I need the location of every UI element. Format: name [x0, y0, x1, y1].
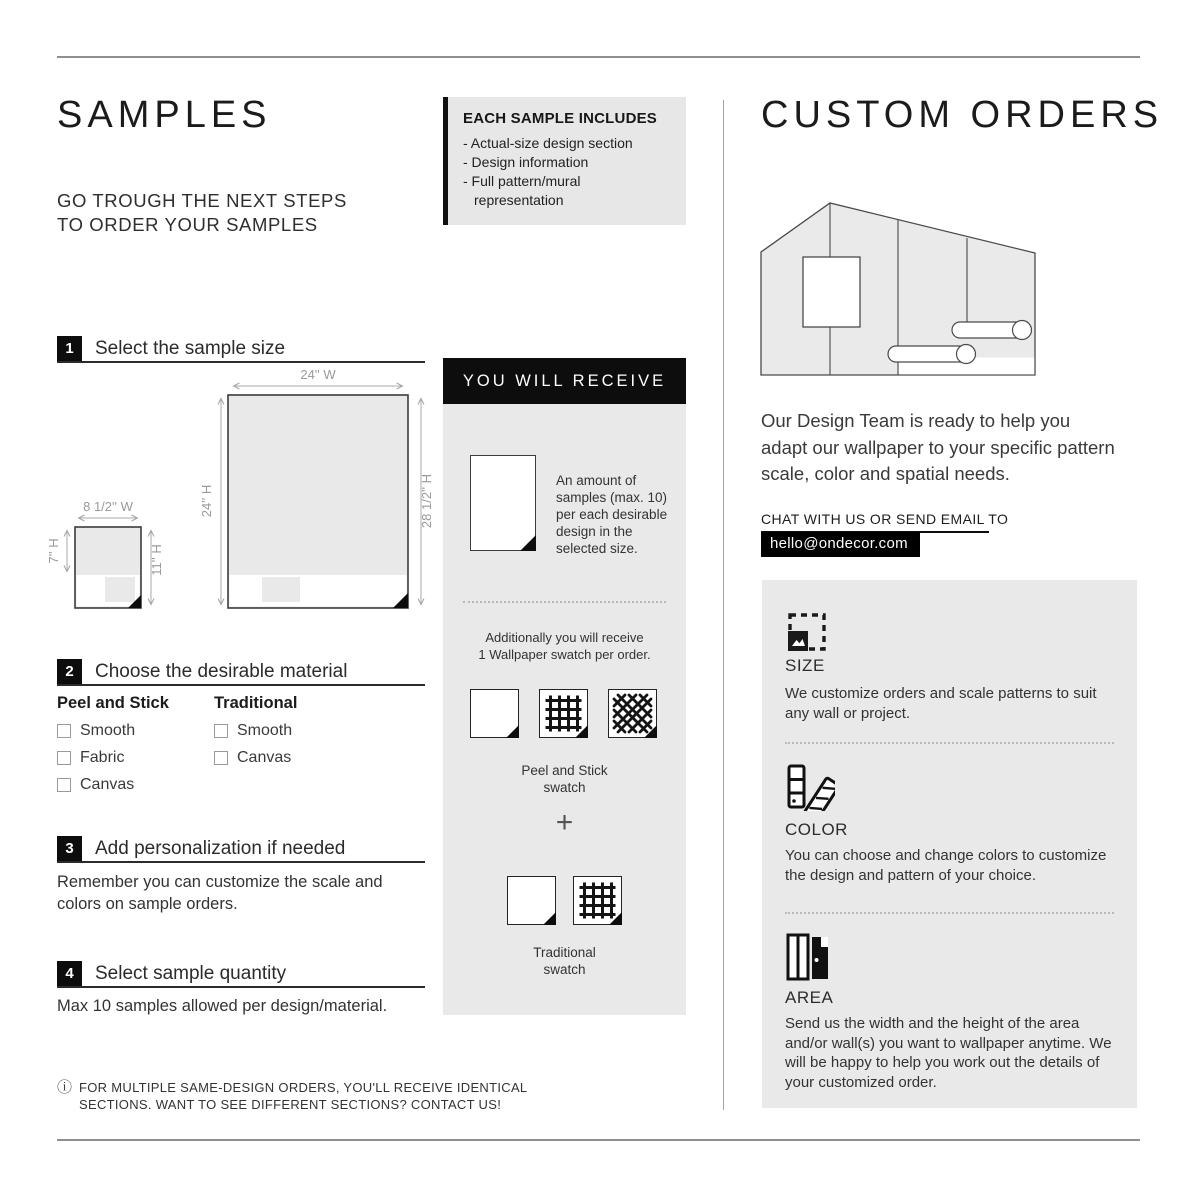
top-rule: [57, 56, 1140, 58]
includes-item: - Full pattern/mural representation: [463, 173, 581, 208]
step-3-number: 3: [57, 836, 82, 861]
step-1-header: [57, 336, 425, 363]
area-feature-title: AREA: [785, 988, 834, 1007]
option-label: Canvas: [237, 749, 292, 766]
step-2-number: 2: [57, 659, 82, 684]
checkbox-peel-canvas[interactable]: [57, 778, 71, 792]
option-peel-fabric: [57, 749, 214, 767]
large-inner-height-label: 24'' H: [199, 484, 214, 518]
size-icon: [785, 610, 831, 656]
grid-swatch-icon: [539, 689, 588, 738]
intro-line-1: GO TROUGH THE NEXT STEPS: [57, 190, 347, 211]
step-1-number: 1: [57, 336, 82, 361]
each-sample-includes-box: [443, 97, 686, 225]
step-4-note: Max 10 samples allowed per design/material.: [57, 997, 388, 1015]
option-peel-canvas: [57, 776, 214, 794]
blank-swatch-icon: [470, 689, 519, 738]
checkbox-trad-canvas[interactable]: [214, 751, 228, 765]
additional-line-1: Additionally you will receive: [485, 630, 644, 645]
fold-corner-icon: [575, 725, 588, 738]
dotted-divider: [785, 912, 1114, 914]
checkbox-peel-smooth[interactable]: [57, 724, 71, 738]
small-width-label: 8 1/2'' W: [83, 499, 133, 514]
fold-corner-icon: [520, 535, 536, 551]
samples-amount-text: An amount of samples (max. 10) per each desirable design in the selected size.: [556, 473, 668, 556]
chat-label-wrap: [761, 511, 1009, 533]
includes-item: - Design information: [463, 154, 589, 170]
additional-swatch-text: [443, 629, 686, 663]
area-feature-text: Send us the width and the height of the area and/or wall(s) you want to wallpaper anytime. We will be happy to help you work out the details of your customized order.: [785, 1015, 1112, 1091]
color-feature-text: You can choose and change colors to customize the design and pattern of your choice.: [785, 847, 1107, 884]
footer-note: [57, 1079, 527, 1113]
custom-features-panel: [762, 580, 1137, 1108]
info-icon: ⓘ: [57, 1079, 73, 1096]
includes-item: - Actual-size design section: [463, 135, 633, 151]
traditional-swatch-caption: [443, 944, 686, 978]
wallpaper-roll: [888, 345, 976, 364]
fold-corner-icon: [506, 725, 519, 738]
step-4-label: Select sample quantity: [95, 963, 287, 984]
material-options: [57, 694, 371, 803]
footer-line-1: FOR MULTIPLE SAME-DESIGN ORDERS, YOU'LL RECEIVE IDENTICAL: [79, 1080, 528, 1095]
traditional-column: [214, 694, 371, 803]
size-feature-title: SIZE: [785, 656, 825, 675]
receive-header: YOU WILL RECEIVE: [443, 358, 686, 404]
chat-label: CHAT WITH US OR SEND EMAIL TO: [761, 511, 1009, 527]
step-3-note: Remember you can customize the scale and colors on sample orders.: [57, 873, 383, 913]
large-width-label: 24'' W: [300, 367, 336, 382]
checkbox-peel-fabric[interactable]: [57, 751, 71, 765]
step-3-label: Add personalization if needed: [95, 838, 346, 859]
step-2-label: Choose the desirable material: [95, 661, 348, 682]
you-will-receive-panel: [443, 358, 686, 1015]
large-outer-height-label: 28 1/2'' H: [419, 473, 434, 529]
fold-corner-icon: [609, 912, 622, 925]
step-4-number: 4: [57, 961, 82, 986]
samples-intro: [57, 189, 347, 236]
intro-line-2: TO ORDER YOUR SAMPLES: [57, 213, 318, 235]
crosshatch-swatch-icon: [608, 689, 657, 738]
traditional-swatch-row: [443, 876, 686, 925]
fold-corner-icon: [543, 912, 556, 925]
additional-line-2: 1 Wallpaper swatch per order.: [478, 647, 651, 662]
caption-line: Traditional: [533, 945, 596, 960]
peel-and-stick-column: [57, 694, 214, 803]
wallpaper-roll: [952, 321, 1032, 340]
fold-corner-icon: [644, 725, 657, 738]
email-badge[interactable]: hello@ondecor.com: [761, 532, 920, 557]
option-trad-canvas: [214, 749, 371, 767]
sample-sheet-icon: [470, 455, 536, 551]
custom-orders-title: CUSTOM ORDERS: [761, 94, 1164, 136]
window: [803, 257, 860, 327]
color-feature-title: COLOR: [785, 820, 848, 839]
bottom-rule: [57, 1139, 1140, 1141]
traditional-title: Traditional: [214, 694, 298, 712]
column-divider: [723, 100, 724, 1110]
small-outer-height-label: 11'' H: [149, 544, 164, 576]
plus-sign: +: [555, 806, 574, 839]
size-feature-text: We customize orders and scale patterns to suit any wall or project.: [785, 685, 1097, 722]
includes-title: EACH SAMPLE INCLUDES: [463, 110, 658, 127]
caption-line: swatch: [543, 962, 586, 977]
option-peel-smooth: [57, 722, 214, 740]
option-label: Smooth: [237, 722, 293, 739]
dotted-divider: [463, 601, 666, 603]
step-2-header: [57, 659, 425, 686]
samples-title: SAMPLES: [57, 94, 272, 136]
wall-area-icon: [785, 932, 831, 982]
blank-swatch-icon: [507, 876, 556, 925]
small-inner-height-label: 7'' H: [46, 538, 61, 564]
grid-swatch-icon: [573, 876, 622, 925]
step-1-label: Select the sample size: [95, 338, 286, 359]
sample-size-diagram: [46, 367, 435, 618]
wallpaper-wall-illustration: [760, 196, 1040, 380]
dotted-divider: [785, 742, 1114, 744]
peel-swatch-caption: [443, 762, 686, 796]
peel-swatch-row: [470, 689, 657, 738]
option-label: Canvas: [80, 776, 135, 793]
custom-orders-intro: Our Design Team is ready to help you adapt our wallpaper to your specific pattern scale, color and spatial needs.: [761, 410, 1115, 484]
option-trad-smooth: [214, 722, 371, 740]
peel-and-stick-title: Peel and Stick: [57, 694, 169, 712]
option-label: Smooth: [80, 722, 136, 739]
footer-line-2: SECTIONS. WANT TO SEE DIFFERENT SECTIONS? CONTACT US!: [79, 1097, 502, 1112]
caption-line: Peel and Stick: [521, 763, 608, 778]
option-label: Fabric: [80, 749, 125, 766]
color-swatches-icon: [785, 763, 835, 811]
step-3-header: [57, 836, 425, 863]
checkbox-trad-smooth[interactable]: [214, 724, 228, 738]
caption-line: swatch: [543, 780, 586, 795]
step-4-header: [57, 961, 425, 988]
